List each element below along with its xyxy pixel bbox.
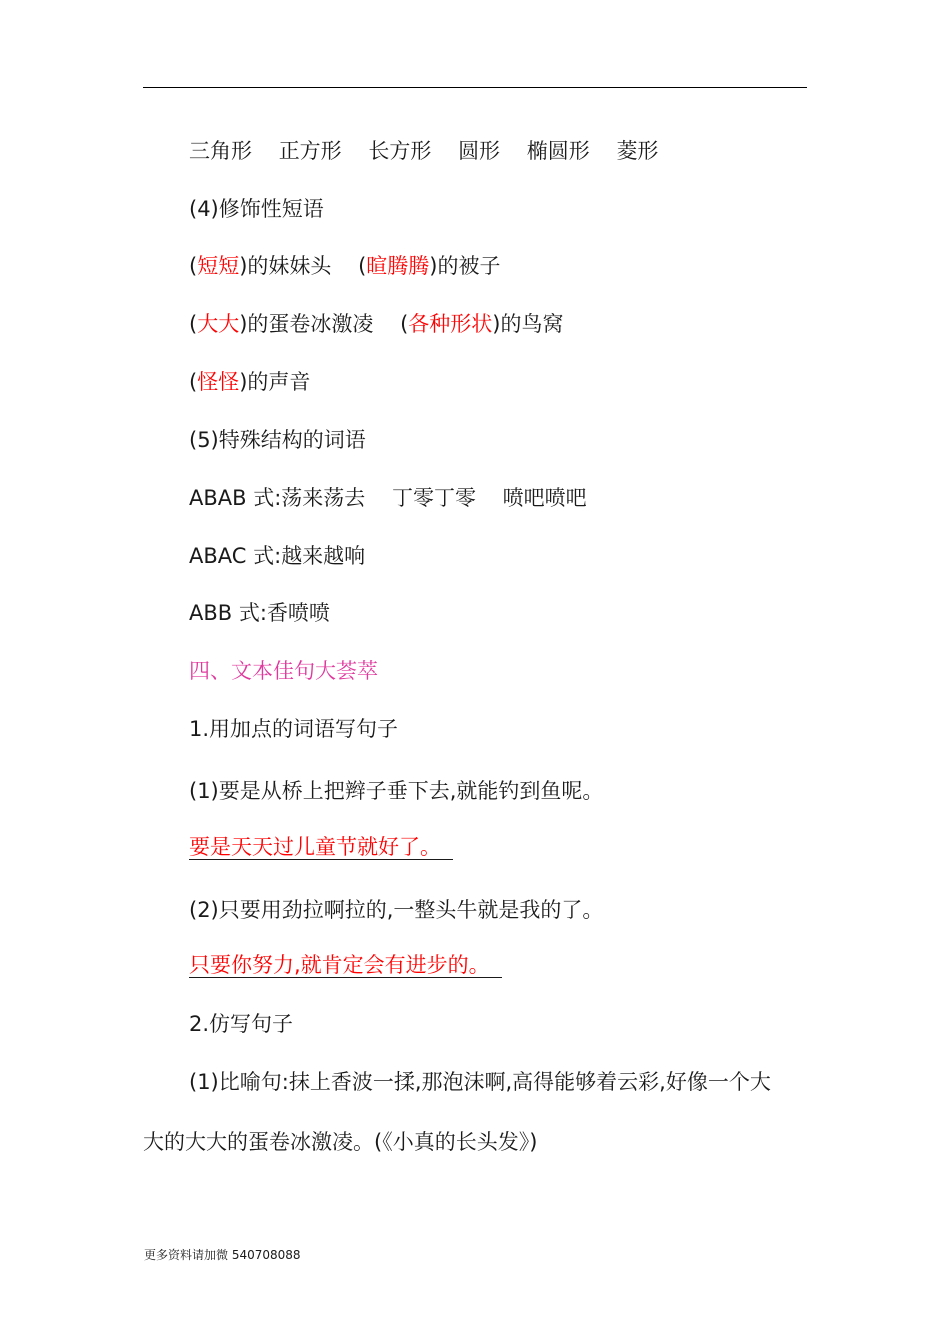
phrase-rest: )的声音 — [239, 370, 311, 394]
question-2-1-line-1: (1)比喻句:抹上香波一揉,那泡沫啊,高得能够着云彩,好像一个大 — [189, 1070, 771, 1094]
part-4-heading: 四、文本佳句大荟萃 — [189, 659, 378, 683]
section-5-title: (5)特殊结构的词语 — [189, 428, 366, 452]
footer-note: 更多资料请加微 540708088 — [144, 1248, 301, 1262]
shape-word: 正方形 — [278, 139, 342, 163]
phrase-row-2 — [189, 310, 564, 338]
pattern-label: ABAC 式: — [189, 544, 282, 568]
phrase-row-1 — [189, 252, 501, 280]
shapes-row — [189, 137, 658, 165]
answer-1-1 — [189, 833, 453, 861]
pattern-word: 荡来荡去 — [281, 486, 366, 510]
phrase-rest: )的蛋卷冰激凌 — [239, 312, 374, 336]
section-4-title: (4)修饰性短语 — [189, 197, 324, 221]
abab-row — [189, 484, 587, 512]
shape-word: 长方形 — [368, 139, 432, 163]
question-1-1: (1)要是从桥上把辫子垂下去,就能钓到鱼呢。 — [189, 779, 604, 803]
paren-open: ( — [400, 312, 409, 336]
phrase-rest: )的被子 — [429, 254, 501, 278]
answer-1-2 — [189, 951, 502, 979]
answer-word: 怪怪 — [197, 370, 240, 394]
answer-text: 要是天天过儿童节就好了。 — [189, 835, 441, 859]
question-2-title: 2.仿写句子 — [189, 1012, 294, 1036]
question-1-title: 1.用加点的词语写句子 — [189, 717, 399, 741]
abac-row — [189, 542, 365, 570]
paren-open: ( — [189, 312, 198, 336]
phrase-rest: )的妹妹头 — [239, 254, 332, 278]
answer-text: 只要你努力,就肯定会有进步的。 — [189, 953, 490, 977]
answer-word: 暄腾腾 — [366, 254, 430, 278]
phrase-row-3 — [189, 368, 310, 396]
answer-word: 短短 — [197, 254, 240, 278]
header-rule — [143, 87, 807, 88]
answer-underline — [189, 835, 453, 860]
question-1-2: (2)只要用劲拉啊拉的,一整头牛就是我的了。 — [189, 898, 604, 922]
pattern-word: 喷吧喷吧 — [502, 486, 587, 510]
question-2-1-line-2: 大的大大的蛋卷冰激凌。(《小真的长头发》) — [143, 1130, 538, 1154]
paren-open: ( — [189, 370, 198, 394]
pattern-word: 丁零丁零 — [391, 486, 476, 510]
answer-underline — [189, 953, 502, 978]
shape-word: 三角形 — [189, 139, 252, 163]
answer-word: 大大 — [197, 312, 240, 336]
phrase-rest: )的鸟窝 — [492, 312, 564, 336]
abb-row — [189, 599, 330, 627]
shape-word: 圆形 — [458, 139, 501, 163]
shape-word: 椭圆形 — [526, 139, 590, 163]
paren-open: ( — [189, 254, 198, 278]
paren-open: ( — [358, 254, 367, 278]
pattern-word: 香喷喷 — [266, 601, 330, 625]
pattern-label: ABB 式: — [189, 601, 267, 625]
pattern-label: ABAB 式: — [189, 486, 282, 510]
pattern-word: 越来越响 — [281, 544, 366, 568]
answer-word: 各种形状 — [408, 312, 493, 336]
shape-word: 菱形 — [616, 139, 659, 163]
